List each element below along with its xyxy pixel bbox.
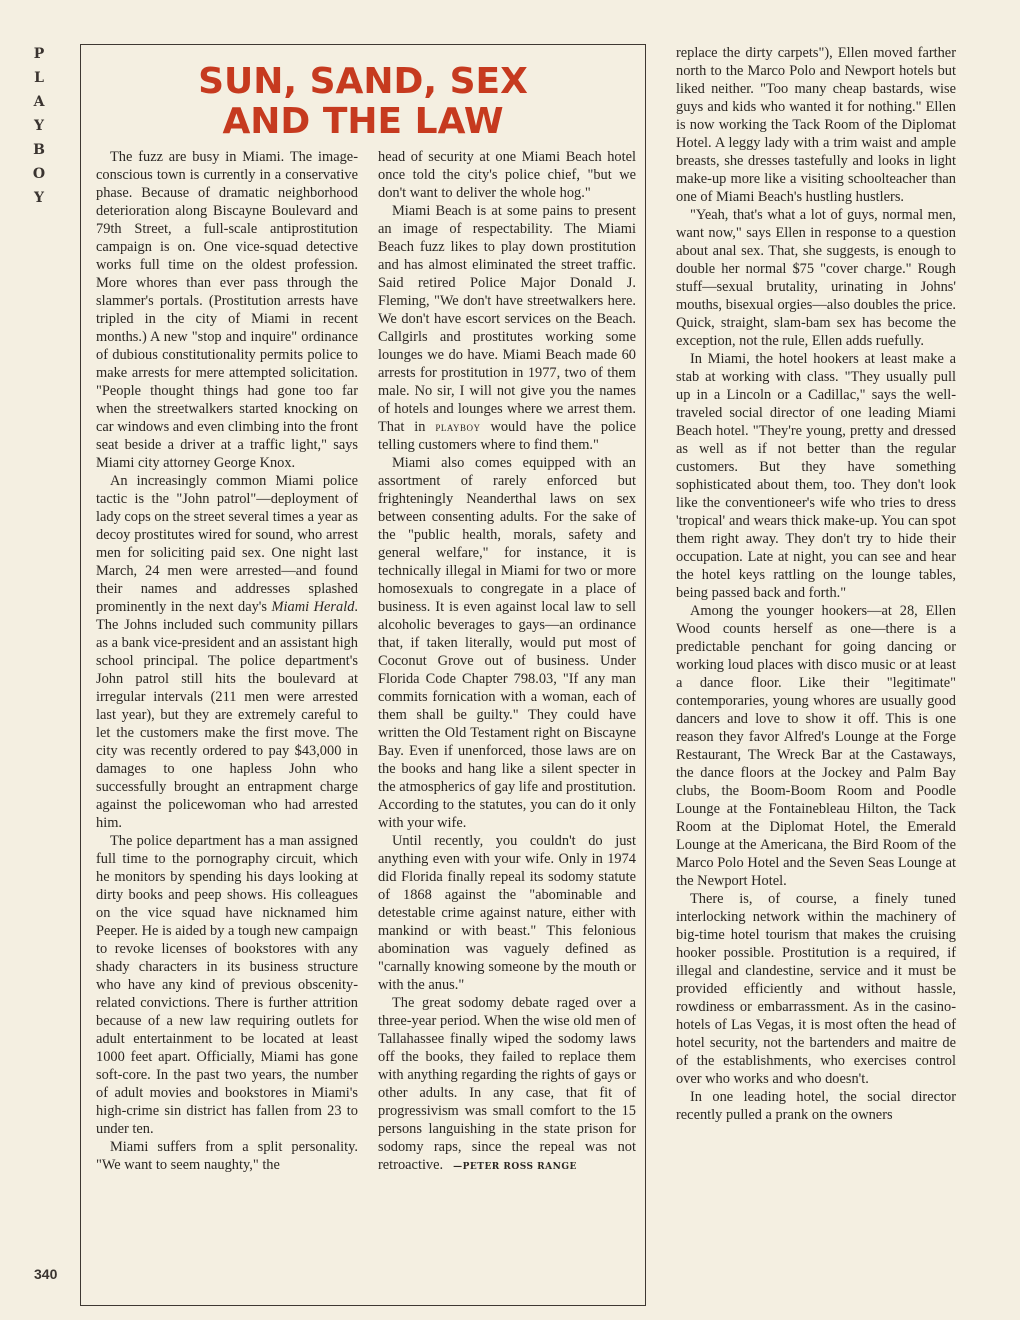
paragraph: Among the younger hookers—at 28, Ellen Wood counts herself as one—there is a predictable penchant for going dancing or working loud places with disco music or at least a dance floor. Like their "legitimate" contemporaries, young whores are usually good dancers and love to show it off. This is one reason they favor Alfred's Lounge at the Forge Restaurant, The Wreck Bar at the Castaways, the dance floors at the Jockey and Palm Bay clubs, the Boom-Boom Room and Poodle Lounge at the Fontainebleau Hilton, the Tack Room at the Diplomat Hotel, the Emerald Lounge at the Americana, the Bird Room of the Marco Polo Hotel and the Seven Seas Lounge at the Newport Hotel. [676, 603, 956, 889]
right-column [676, 44, 956, 1124]
headline-line-1: SUN, SAND, SEX [198, 61, 528, 102]
paragraph: replace the dirty carpets"), Ellen moved farther north to the Marco Polo and Newport hotels but liked neither. "Too many cheap bastards, wise guys and kids who wanted it for nothing." Ellen is now working the Tack Room of the Diplomat Hotel. A leggy lady with a trim waist and ample breasts, she dresses tastefully and looks in light make-up more like a visiting schoolteacher than one of Miami Beach's hustling hustlers. [676, 45, 956, 205]
paragraph: The fuzz are busy in Miami. The image-conscious town is currently in a conservative phase. Because of dramatic neighborhood deterioration along Biscayne Boulevard and 79th Street, a full-scale antiprostitution campaign is on. One vice-squad detective works full time on the oldest profession. More whores than ever pass through the slammer's portals. (Prostitution arrests have tripled in the city of Miami in recent months.) A new "stop and inquire" ordinance of dubious constitutionality permits police to make arrests for mere attempted solicitation. "People thought things had gone too far when the streetwalkers started knocking on car windows and even climbing into the front seat beside a driver at a traffic light," says Miami city attorney George Knox. [96, 149, 358, 471]
paragraph: In one leading hotel, the social director recently pulled a prank on the owners [676, 1089, 956, 1123]
paragraph: The great sodomy debate raged over a three-year period. When the wise old men of Tallahassee finally wiped the sodomy laws off the books, they failed to replace them with anything regarding the rights of gays or other adults. In any case, that fit of progressivism was small comfort to the 15 persons languishing in the state prison for sodomy raps, since the repeal was not retroactive. —PETER ROSS RANGE [378, 995, 636, 1173]
headline-line-2: AND THE LAW [222, 101, 504, 142]
paragraph: Miami also comes equipped with an assortment of rarely enforced but frighteningly Neanderthal laws on sex between consenting adults. For the sake of the "public health, morals, safety and general welfare," for instance, it is technically illegal in Miami for two or more homosexuals to congregate in a place of business. It is even against local law to sell alcoholic beverages to gays—an ordinance that, if taken literally, would put most of Coconut Grove out of business. Under Florida Code Chapter 798.03, "If any man commits fornication with a woman, each of them shall be guilty." They could have written the Old Testament right on Biscayne Bay. Even if unenforced, those laws are on the books and hang like a silent specter in the atmospherics of gay life and prostitution. According to the statutes, you can do it only with your wife. [378, 455, 636, 831]
magazine-letter: Y [34, 190, 44, 206]
magazine-letter: A [33, 94, 45, 110]
magazine-letter: L [34, 70, 44, 86]
paragraph: There is, of course, a finely tuned interlocking network within the machinery of big-time hotel tourism that makes the cruising hooker possible. Prostitution is a required, if illegal and clandestine, service and it must be provided efficiently and without hassle, rowdiness or embarrassment. As in the casino-hotels of Las Vegas, it is most often the head of hotel security, not the bartenders and maitre de of the establishments, who exercises control over who works and who doesn't. [676, 891, 956, 1087]
magazine-letter: P [33, 46, 45, 62]
paragraph: An increasingly common Miami police tactic is the "John patrol"—deployment of lady cops on the street several times a year as decoy prostitutes wired for sound, who arrest men for soliciting paid sex. One night last March, 24 men were arrested—and found their names and addresses splashed prominently in the next day's Miami Herald. The Johns included such community pillars as a bank vice-president and an assistant high school principal. The police department's John patrol still hits the boulevard at irregular intervals (211 men were arrested last year), but they are extremely careful to let the customers make the first move. The city was recently ordered to pay $43,000 in damages to one hapless John who successfully brought an entrapment charge against the policewoman who had arrested him. [96, 473, 358, 831]
middle-column [378, 148, 636, 1176]
publication-name: playboy [435, 420, 481, 434]
paragraph: Miami suffers from a split personality. "We want to seem naughty," the [96, 1139, 358, 1173]
paragraph: The police department has a man assigned full time to the pornography circuit, which he monitors by spending his days looking at dirty books and peep shows. His colleagues on the vice squad have nicknamed him Peeper. He is aided by a tough new campaign to revoke licenses of bookstores with any shady characters in its business structure who have any kind of previous obscenity-related convictions. There is further attrition because of a new law requiring outlets for adult entertainment to be located at least 1000 feet apart. Officially, Miami has gone soft-core. In the past two years, the number of adult movies and bookstores in Miami's high-crime sin district has fallen from 23 to under ten. [96, 833, 358, 1137]
magazine-letter: O [32, 166, 46, 182]
left-column [96, 148, 358, 1174]
magazine-name-vertical [26, 42, 52, 210]
publication-name: Miami Herald [271, 599, 355, 615]
magazine-letter: B [33, 142, 45, 158]
paragraph: Until recently, you couldn't do just anything even with your wife. Only in 1974 did Florida finally repeal its sodomy statute of 1868 against the "abominable and detestable crime against nature, either with mankind or with beast." This felonious abomination was vaguely defined as "carnally knowing someone by the mouth or with the anus." [378, 833, 636, 993]
page-number: 340 [34, 1266, 58, 1282]
article-headline [80, 62, 646, 142]
byline: —PETER ROSS RANGE [453, 1162, 577, 1172]
paragraph: "Yeah, that's what a lot of guys, normal men, want now," says Ellen in response to a question about anal sex. That, she suggests, is enough to double her normal $75 "cover charge." Rough stuff—sexual brutality, urinating in Johns' mouths, bisexual orgies—also doubles the price. Quick, straight, slam-bam sex has become the exception, not the rule, Ellen adds ruefully. [676, 207, 956, 349]
paragraph: In Miami, the hotel hookers at least make a stab at working with class. "They usually pull up in a Lincoln or a Cadillac," says the well-traveled social director of one leading Miami Beach hotel. "They're young, pretty and dressed as well as if not better than the regular customers. But they have something sophisticated about them, too. They don't look like the conventioneer's wife who tries to dress 'tropical' and wears thick make-up. You can spot them right away. They don't try to hide their occupation. Late at night, you can see and hear the hotel keys rattling on the lounge tables, being passed back and forth." [676, 351, 956, 601]
magazine-letter: Y [34, 118, 44, 134]
paragraph: head of security at one Miami Beach hotel once told the city's police chief, "but we don't want to deliver the whole hog." [378, 149, 636, 201]
paragraph: Miami Beach is at some pains to present an image of respectability. The Miami Beach fuzz likes to play down prostitution and has almost eliminated the street traffic. Said retired Police Major Donald J. Fleming, "We don't have streetwalkers here. We don't have escort services on the Beach. Callgirls and prostitutes working some lounges we do have. Miami Beach made 60 arrests for prostitution in 1977, two of them male. No sir, I will not give you the names of hotels and lounges where we arrest them. That in playboy would have the police telling customers where to find them." [378, 203, 636, 453]
